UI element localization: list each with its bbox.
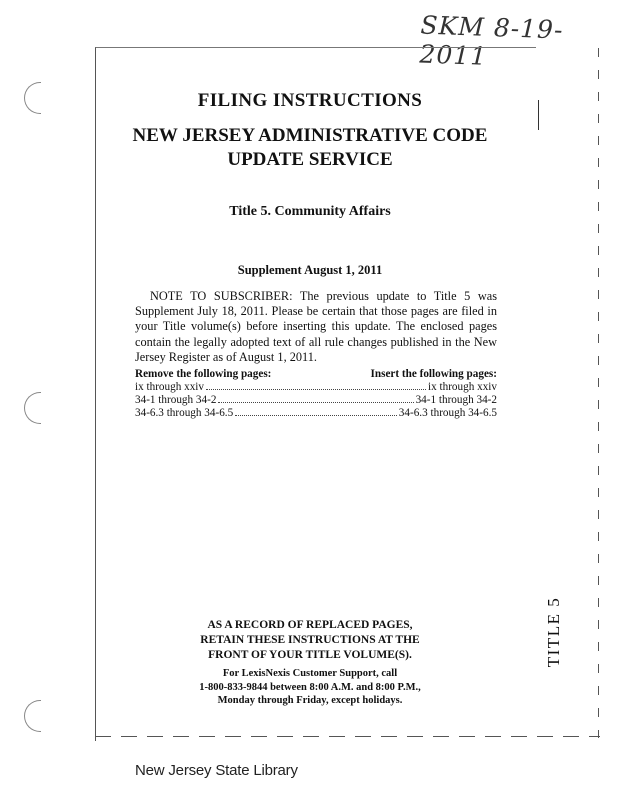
record-line3: FRONT OF YOUR TITLE VOLUME(S). [208,649,412,661]
right-page-edge [598,48,599,738]
library-stamp: New Jersey State Library [135,762,298,779]
code-heading-line1: NEW JERSEY ADMINISTRATIVE CODE [132,125,488,146]
insert-pages: ix through xxiv [428,381,497,393]
side-tab-title: TITLE 5 [544,596,563,668]
dot-leader [206,389,426,390]
filing-instructions-heading: FILING INSTRUCTIONS [197,90,423,111]
record-line2: RETAIN THESE INSTRUCTIONS AT THE [200,634,420,646]
supplement-date: Supplement August 1, 2011 [237,263,383,277]
table-row [135,407,497,420]
support-line1: For LexisNexis Customer Support, call [222,668,398,679]
dot-leader [218,402,413,403]
punch-hole-bottom [24,700,41,732]
dot-leader [235,415,397,416]
record-line1: AS A RECORD OF REPLACED PAGES, [207,619,413,631]
remove-pages: 34-6.3 through 34-6.5 [135,407,234,419]
punch-hole-middle [24,392,41,424]
insert-pages: 34-6.3 through 34-6.5 [398,407,497,419]
punch-hole-top [24,82,41,114]
code-heading-line2: UPDATE SERVICE [227,149,393,170]
table-header [135,367,497,381]
title-name: Title 5. Community Affairs [229,204,391,219]
insert-header: Insert the following pages: [370,368,497,380]
support-line3: Monday through Friday, except holidays. [217,695,403,706]
remove-pages: ix through xxiv [135,381,204,393]
inner-rule-mark [538,100,539,130]
record-instructions [160,618,460,663]
support-line2: 1-800-833-9844 between 8:00 A.M. and 8:00 P.M., [199,681,421,693]
page-replacement-table [135,367,497,420]
code-heading [100,124,520,172]
subscriber-note: NOTE TO SUBSCRIBER: The previous update to Title 5 was Supplement July 18, 2011. Please be certain that those pages are filed in your Title volume(s) before inserting this update. The enclosed pages contain the legally adopted text of all rule changes published in the New Jersey Register as of August 1, 2011. [135,289,497,364]
handwritten-annotation: SKM 8-19-2011 [419,10,564,71]
bottom-page-edge [95,736,600,737]
remove-header: Remove the following pages: [135,368,272,380]
table-row [135,381,497,394]
customer-support-info [150,667,470,708]
insert-pages: 34-1 through 34-2 [415,394,497,406]
remove-pages: 34-1 through 34-2 [135,394,217,406]
table-row [135,394,497,407]
